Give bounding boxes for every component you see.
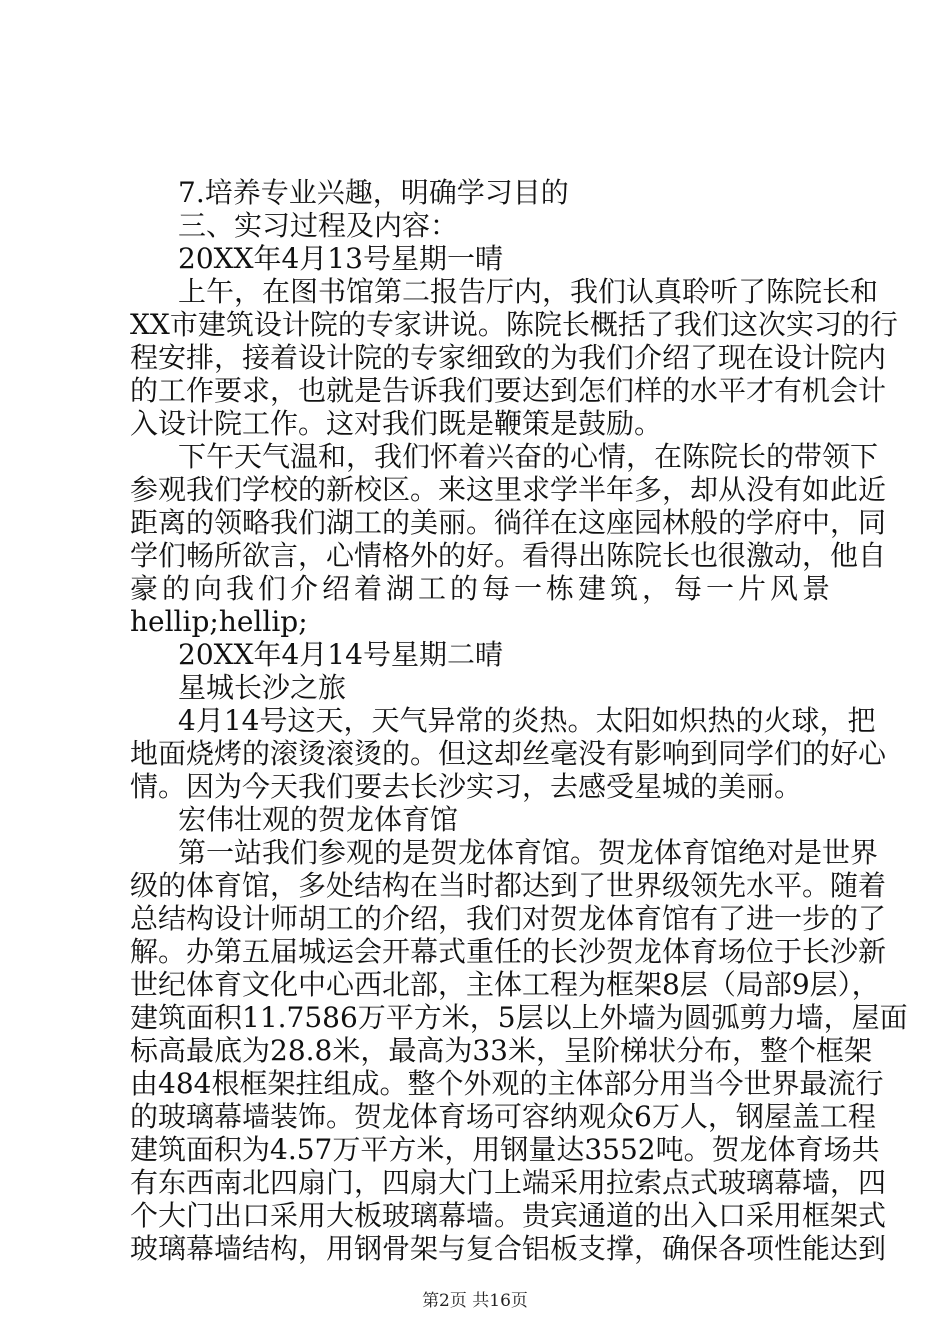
paragraph-line: 入设计院工作。这对我们既是鞭策是鼓励。 <box>130 407 663 440</box>
paragraph-line: 上午，在图书馆第二报告厅内，我们认真聆听了陈院长和 <box>178 275 879 308</box>
paragraph-line: 的玻璃幕墙装饰。贺龙体育场可容纳观众6万人，钢屋盖工程 <box>130 1100 876 1133</box>
paragraph-line: 有东西南北四扇门，四扇大门上端采用拉索点式玻璃幕墙，四 <box>130 1166 887 1199</box>
subsection-heading: 宏伟壮观的贺龙体育馆 <box>178 803 459 836</box>
paragraph-line: XX市建筑设计院的专家讲说。陈院长概括了我们这次实习的行 <box>130 308 898 341</box>
paragraph-line: 世纪体育文化中心西北部，主体工程为框架8层（局部9层）， <box>130 968 880 1001</box>
paragraph-line: 情。因为今天我们要去长沙实习，去感受星城的美丽。 <box>130 770 803 803</box>
diary-date: 20XX年4月14号星期二晴 <box>178 638 503 671</box>
paragraph-line: 程安排，接着设计院的专家细致的为我们介绍了现在设计院内 <box>130 341 887 374</box>
paragraph-line: 4月14号这天，天气异常的炎热。太阳如炽热的火球，把 <box>178 704 876 737</box>
paragraph-line: 参观我们学校的新校区。来这里求学半年多，却从没有如此近 <box>130 473 887 506</box>
diary-date: 20XX年4月13号星期一晴 <box>178 242 503 275</box>
section-heading: 三、实习过程及内容： <box>178 209 459 242</box>
paragraph-line: 个大门出口采用大板玻璃幕墙。贵宾通道的出入口采用框架式 <box>130 1199 887 1232</box>
paragraph-line: 级的体育馆，多处结构在当时都达到了世界级领先水平。随着 <box>130 869 887 902</box>
page-footer: 第2页 共16页 <box>422 1291 528 1311</box>
paragraph-line: 由484根框架拄组成。整个外观的主体部分用当今世界最流行 <box>130 1067 884 1100</box>
paragraph-line: 豪的向我们介绍着湖工的每一栋建筑，每一片风景 <box>130 572 830 605</box>
paragraph-line: 解。办第五届城运会开幕式重任的长沙贺龙体育场位于长沙新 <box>130 935 887 968</box>
list-item-heading: 7.培养专业兴趣，明确学习目的 <box>178 176 569 209</box>
paragraph-line: 第一站我们参观的是贺龙体育馆。贺龙体育馆绝对是世界 <box>178 836 879 869</box>
paragraph-line: 建筑面积为4.57万平方米，用钢量达3552吨。贺龙体育场共 <box>130 1133 880 1166</box>
paragraph-line: 标高最底为28.8米，最高为33米，呈阶梯状分布，整个框架 <box>130 1034 872 1067</box>
paragraph-line: 建筑面积11.7586万平方米，5层以上外墙为圆弧剪力墙，屋面 <box>130 1001 908 1034</box>
paragraph-line: 的工作要求，也就是告诉我们要达到怎们样的水平才有机会计 <box>130 374 887 407</box>
paragraph-line: hellip;hellip; <box>130 605 308 638</box>
paragraph-line: 地面烧烤的滚烫滚烫的。但这却丝毫没有影响到同学们的好心 <box>130 737 887 770</box>
paragraph-line: 下午天气温和，我们怀着兴奋的心情，在陈院长的带领下 <box>178 440 879 473</box>
paragraph-line: 玻璃幕墙结构，用钢骨架与复合铝板支撑，确保各项性能达到 <box>130 1232 887 1265</box>
paragraph-line: 距离的领略我们湖工的美丽。徜徉在这座园林般的学府中，同 <box>130 506 887 539</box>
paragraph-line: 总结构设计师胡工的介绍，我们对贺龙体育馆有了进一步的了 <box>130 902 887 935</box>
paragraph-line: 学们畅所欲言，心情格外的好。看得出陈院长也很激动，他自 <box>130 539 887 572</box>
subsection-heading: 星城长沙之旅 <box>178 671 347 704</box>
